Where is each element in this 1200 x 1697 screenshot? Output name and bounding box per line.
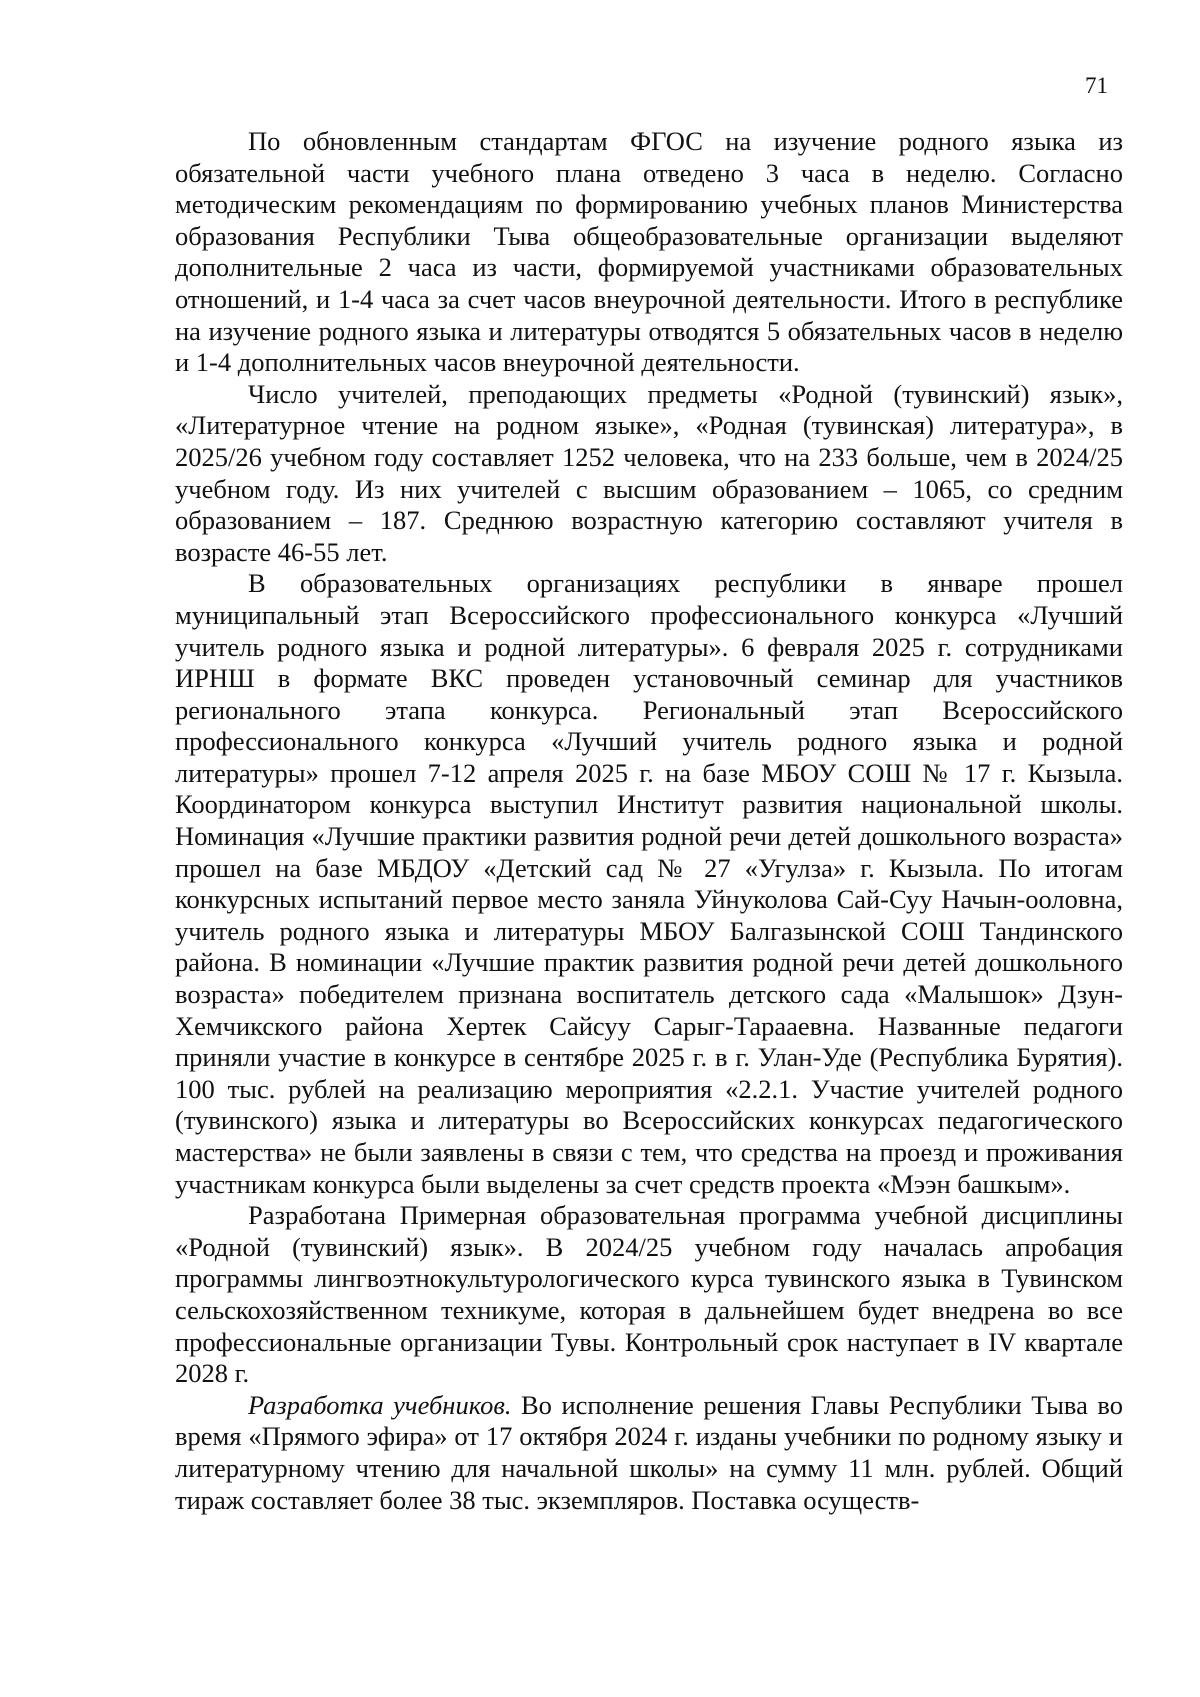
paragraph-text: По обновленным стандартам ФГОС на изучение родного языка из обязательной части учебного плана отведено 3 часа в неделю. Согласно методическим рекомендациям по формированию учебных планов Министерства образования Республики Тыва общеобразовательные организации выделяют дополнительные 2 часа из части, формируемой участниками образовательных отношений, и 1-4 часа за счет часов внеурочной деятельности. Итого в республике на изучение родного языка и литературы отводятся 5 обязательных часов в неделю и 1-4 дополнительных часов внеурочной деятельности. — [175, 126, 1123, 378]
paragraph-text: Во исполнение решения Главы Республики Тыва во время «Прямого эфира» от 17 октября 2024 г. изданы учебники по родному языку и литературному чтению для начальной школы» на сумму 11 млн. рублей. Общий тираж составляет более 38 тыс. экземпляров. Поставка осуществ- — [175, 1389, 1123, 1515]
document-body — [175, 126, 1123, 1516]
paragraph-textbook-development — [175, 1390, 1123, 1516]
paragraph-text: Разработана Примерная образовательная программа учебной дисциплины «Родной (тувинский) язык». В 2024/25 учебном году началась апробация программы лингвоэтнокультурологического курса тувинского языка в Тувинском сельскохозяйственном техникуме, которая в дальнейшем будет внедрена во все профессиональные организации Тувы. Контрольный срок наступает в IV квартале 2028 г. — [175, 1200, 1123, 1389]
page-number: 71 — [1085, 73, 1108, 98]
paragraph-text: В образовательных организациях республики в январе прошел муниципальный этап Всероссийского профессионального конкурса «Лучший учитель родного языка и родной литературы». 6 февраля 2025 г. сотрудниками ИРНШ в формате ВКС проведен установочный семинар для участников регионального этапа конкурса. Региональный этап Всероссийского профессионального конкурса «Лучший учитель родного языка и родной литературы» прошел 7-12 апреля 2025 г. на базе МБОУ СОШ № 17 г. Кызыла. Координатором конкурса выступил Институт развития национальной школы. Номинация «Лучшие практики развития родной речи детей дошкольного возраста» прошел на базе МБДОУ «Детский сад № 27 «Угулза» г. Кызыла. По итогам конкурсных испытаний первое место заняла Уйнуколова Сай-Суу Начын-ооловна, учитель родного языка и литературы МБОУ Балгазынской СОШ Тандинского района. В номинации «Лучшие практик развития родной речи детей дошкольного возраста» победителем признана воспитатель детского сада «Малышок» Дзун-Хемчикского района Хертек Сайсуу Сарыг-Тарааевна. Названные педагоги приняли участие в конкурсе в сентябре 2025 г. в г. Улан-Уде (Республика Бурятия). 100 тыс. рублей на реализацию мероприятия «2.2.1. Участие учителей родного (тувинского) языка и литературы во Всероссийских конкурсах педагогического мастерства» не были заявлены в связи с тем, что средства на проезд и проживания участникам конкурса были выделены за счет средств проекта «Мээн башкым». — [175, 568, 1123, 1199]
paragraph-teachers-count — [175, 379, 1123, 569]
paragraph-teacher-contest — [175, 568, 1123, 1200]
paragraph-text: Число учителей, преподающих предметы «Родной (тувинский) язык», «Литературное чтение на родном языке», «Родная (тувинская) литература», в 2025/26 учебном году составляет 1252 человека, что на 233 больше, чем в 2024/25 учебном году. Из них учителей с высшим образованием – 1065, со средним образованием – 187. Среднюю возрастную категорию составляют учителя в возрасте 46-55 лет. — [175, 378, 1123, 567]
paragraph-native-language-hours — [175, 126, 1123, 379]
paragraph-italic-heading: Разработка учебников. — [248, 1389, 512, 1420]
paragraph-education-program — [175, 1200, 1123, 1390]
